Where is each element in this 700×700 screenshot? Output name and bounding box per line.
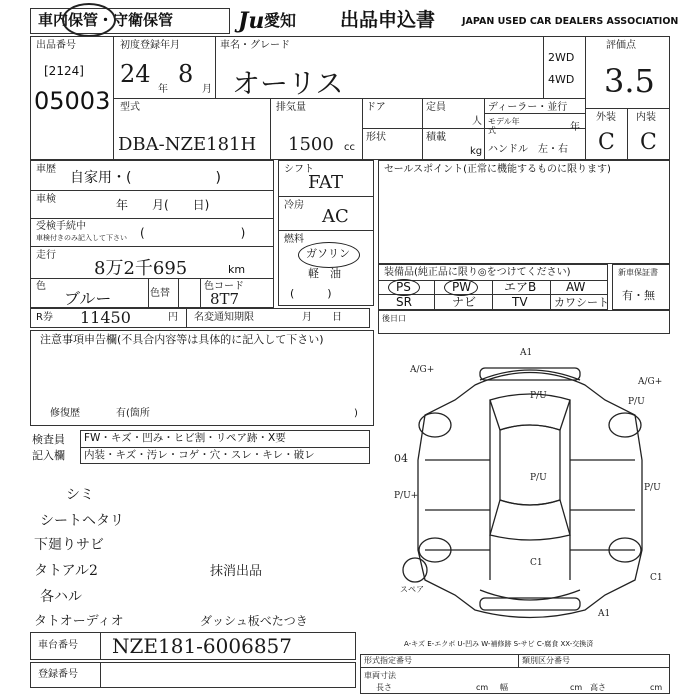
org-name: 愛知 xyxy=(264,11,297,30)
equip-tv: TV xyxy=(512,295,528,309)
insp-note-5: 各ハル xyxy=(40,589,82,605)
inspector-label-1: 検査員 xyxy=(32,433,65,446)
exterior-value: C xyxy=(598,130,615,155)
inspector-row1: FW・キズ・凹み・ヒビ割・リペア跡・X要 xyxy=(84,432,286,444)
history-label: 車歴 xyxy=(36,164,56,175)
insp-extra-2: ダッシュ板べたつき xyxy=(200,614,308,628)
pending-label: 受検手続中 xyxy=(36,221,86,232)
registration-frame xyxy=(30,662,356,688)
damage-legend: A-キズ E-エクボ U-凹み W-補修跡 S-サビ C-腐食 XX-交換済 xyxy=(404,640,594,648)
repair-label: 修復歴 xyxy=(50,408,80,419)
model-year-unit: 年 xyxy=(570,122,580,133)
spare-label: スペア xyxy=(400,585,424,594)
car-rear-window xyxy=(490,500,570,540)
equip-ps: PS xyxy=(396,280,411,294)
insp-note-6: タトオーディオ xyxy=(34,614,124,629)
insp-note-1: シミ xyxy=(66,487,94,503)
shape-label: 形状 xyxy=(366,132,386,143)
mark-8: P/U xyxy=(644,483,661,493)
fuel-label: 燃料 xyxy=(284,234,304,245)
shift-label: シフト xyxy=(284,164,314,175)
drive-2wd: 2WD xyxy=(548,51,575,64)
car-roof xyxy=(500,425,560,505)
length-sub: 長さ xyxy=(376,683,392,692)
insp-note-2: シートヘタリ xyxy=(40,513,124,529)
mark-5: 04 xyxy=(394,452,408,465)
first-reg-month: 8 xyxy=(178,60,194,88)
warranty-label: 新車保証書 xyxy=(618,268,658,277)
chassis-value: NZE181-6006857 xyxy=(112,634,292,658)
fuel-paren: ( ) xyxy=(290,287,332,300)
model-year-label: モデル年式 xyxy=(488,117,520,135)
repair-value: 有(箇所 xyxy=(116,408,150,419)
type-value: DBA-NZE181H xyxy=(118,134,257,155)
color-change-label: 色替 xyxy=(150,288,170,299)
type-label: 型式 xyxy=(120,102,140,113)
mark-4: P/U xyxy=(628,397,645,407)
sales-label: セールスポイント(正常に機能するものに限ります) xyxy=(384,164,611,175)
inspector-label-2: 記入欄 xyxy=(32,449,65,462)
mark-12: A1 xyxy=(598,609,611,619)
ac-value: AC xyxy=(322,206,349,227)
storage-circle xyxy=(62,3,116,37)
insp-note-3: 下廻りサビ xyxy=(34,537,104,553)
dealer-label: ディーラー・並行 xyxy=(488,102,568,113)
storage-label: 車内保管・守衛保管 xyxy=(38,11,174,29)
color-code-label: 色コード xyxy=(204,281,244,292)
model-label: 車名・グレード xyxy=(220,40,290,51)
inspection-value: 年 月( 日) xyxy=(116,198,210,212)
fuel-diesel: 軽 油 xyxy=(308,267,341,280)
width-sub: 幅 xyxy=(500,683,508,692)
equip-sr: SR xyxy=(396,295,412,309)
exterior-label: 外装 xyxy=(596,112,616,123)
pending-value: ( ) xyxy=(140,226,246,240)
recycle-label: R券 xyxy=(36,312,53,323)
load-unit: kg xyxy=(470,146,483,157)
equip-pw: PW xyxy=(452,280,472,294)
lot-sub: [2124] xyxy=(44,64,84,78)
class-number-label: 類別区分番号 xyxy=(522,656,570,665)
mark-3: P/U xyxy=(530,391,547,401)
height-sub: 高さ xyxy=(590,683,606,692)
color-value: ブルー xyxy=(64,289,112,308)
model-value: オーリス xyxy=(232,67,344,100)
ju-logo-icon: Ju xyxy=(238,8,265,34)
year-unit: 年 xyxy=(158,84,168,95)
equip-airbag: エアB xyxy=(504,280,537,294)
score-value: 3.5 xyxy=(604,62,655,100)
mark-10: C1 xyxy=(650,573,663,583)
pw-circle xyxy=(444,279,478,296)
mileage-label: 走行 xyxy=(36,250,56,261)
type-number-label: 形式指定番号 xyxy=(364,656,412,665)
mileage-value: 8万2千695 xyxy=(94,258,188,279)
mark-6: P/U+ xyxy=(394,491,419,501)
transfer-label: 名変通知期限 xyxy=(194,312,254,323)
first-reg-year: 24 xyxy=(120,60,151,88)
door-label: ドア xyxy=(366,102,386,113)
registration-label: 登録番号 xyxy=(38,669,78,680)
length-label: 車両寸法 xyxy=(364,671,396,680)
recycle-value: 11450 xyxy=(80,308,131,327)
rear-label: 後日口 xyxy=(382,314,406,323)
mark-9: C1 xyxy=(530,558,543,568)
disp-unit: cc xyxy=(344,142,355,153)
length-cm: cm xyxy=(476,683,489,692)
mileage-unit: km xyxy=(228,263,246,276)
handle-label: ハンドル 左・右 xyxy=(488,144,568,155)
drive-4wd: 4WD xyxy=(548,73,575,86)
fuel-circle xyxy=(298,242,360,268)
insp-note-4: タトアル2 xyxy=(34,563,98,579)
spare-tire xyxy=(403,558,427,582)
form-title: 出品申込書 xyxy=(340,9,436,31)
rear-frame xyxy=(378,310,670,334)
disp-label: 排気量 xyxy=(276,102,306,113)
height-cm: cm xyxy=(650,683,663,692)
mark-2: A/G+ xyxy=(638,377,663,387)
lot-label: 出品番号 xyxy=(36,40,76,51)
car-body-outline xyxy=(418,373,642,618)
month-unit: 月 xyxy=(202,84,212,95)
capacity-label: 定員 xyxy=(426,102,446,113)
equip-aw: AW xyxy=(566,280,586,294)
color-label: 色 xyxy=(36,281,46,292)
sales-frame xyxy=(378,160,670,264)
capacity-unit: 人 xyxy=(472,116,482,127)
history-value: 自家用・( ) xyxy=(70,170,221,186)
pending-note: 車検付きのみ記入して下さい xyxy=(36,234,127,242)
shift-value: FAT xyxy=(308,172,343,193)
first-reg-label: 初度登録年月 xyxy=(120,40,180,51)
equipment-label: 装備品(純正品に限り◎をつけてください) xyxy=(384,267,571,278)
score-label: 評価点 xyxy=(606,40,636,51)
chassis-label: 車台番号 xyxy=(38,640,78,651)
load-label: 積載 xyxy=(426,132,446,143)
inspection-label: 車検 xyxy=(36,194,56,205)
org-english: JAPAN USED CAR DEALERS ASSOCIATION xyxy=(462,16,679,27)
insp-extra-1: 抹消出品 xyxy=(210,564,263,579)
ps-circle xyxy=(388,279,420,296)
mark-1: A/G+ xyxy=(410,365,435,375)
ac-label: 冷房 xyxy=(284,200,304,211)
width-cm: cm xyxy=(570,683,583,692)
equip-seat: カワシート xyxy=(554,296,609,309)
lot-number: 05003 xyxy=(34,87,111,115)
interior-label: 内装 xyxy=(636,112,656,123)
color-code-value: 8T7 xyxy=(210,290,240,308)
mark-7: P/U xyxy=(530,473,547,483)
car-hood xyxy=(480,370,580,380)
transfer-value: 月 日 xyxy=(302,312,342,323)
equip-navi: ナビ xyxy=(452,295,477,309)
inspector-row2: 内装・キズ・汚レ・コゲ・穴・スレ・キレ・破レ xyxy=(84,449,315,461)
mark-11: A1 xyxy=(520,348,533,358)
repair-close: ) xyxy=(354,408,358,419)
warranty-value: 有・無 xyxy=(622,289,655,302)
interior-value: C xyxy=(640,130,657,155)
disp-value: 1500 xyxy=(288,134,334,155)
recycle-unit: 円 xyxy=(168,312,178,323)
car-diagram xyxy=(380,340,680,630)
fuel-gas: ガソリン xyxy=(306,247,350,260)
notes-title: 注意事項申告欄(不具合内容等は具体的に記入して下さい) xyxy=(40,333,324,346)
